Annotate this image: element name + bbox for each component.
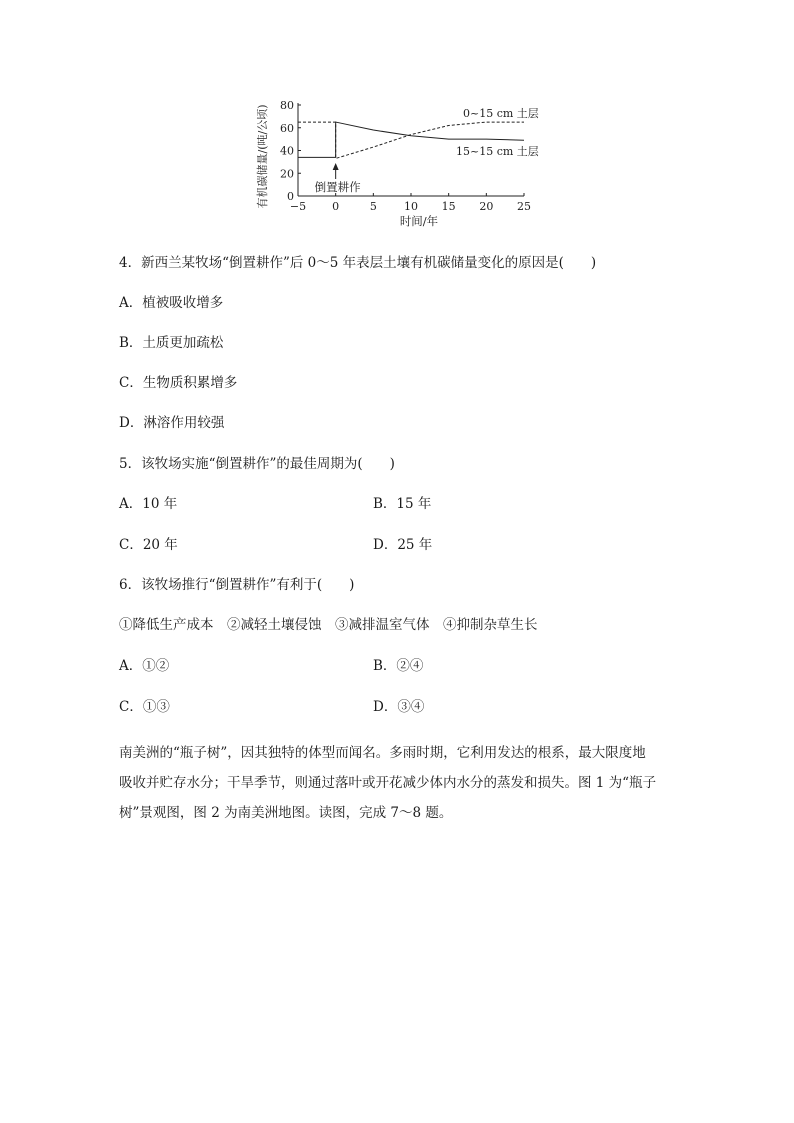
passage-line-2: 吸收并贮存水分；干旱季节，则通过落叶或开花减少体内水分的蒸发和损失。图 1 为“瓶子 bbox=[119, 775, 657, 791]
question-5-stem: 5．该牧场实施“倒置耕作”的最佳周期为( ) bbox=[119, 456, 395, 472]
series-label-2: 15~15 cm 土层 bbox=[456, 145, 539, 158]
x-tick-label: 25 bbox=[517, 200, 531, 213]
question-6-option-d: D．③④ bbox=[373, 699, 425, 715]
question-5-option-c: C．20 年 bbox=[119, 537, 178, 553]
question-6-items: ①降低生产成本 ②减轻土壤侵蚀 ③减排温室气体 ④抑制杂草生长 bbox=[119, 617, 538, 633]
y-tick-label: 20 bbox=[280, 167, 294, 181]
y-tick-label: 80 bbox=[280, 99, 294, 112]
question-6-stem: 6．该牧场推行“倒置耕作”有利于( ) bbox=[119, 577, 355, 593]
carbon-storage-chart bbox=[250, 95, 550, 235]
question-5-option-a: A．10 年 bbox=[119, 496, 178, 512]
passage bbox=[119, 738, 679, 828]
x-tick-label: 15 bbox=[441, 200, 456, 213]
annotation-arrow-head bbox=[333, 163, 339, 170]
question-6-option-a: A．①② bbox=[119, 658, 170, 674]
x-tick-label: 20 bbox=[479, 200, 494, 213]
y-axis-label: 有机碳储量/(吨/公顷) bbox=[256, 104, 269, 209]
x-tick-label: 10 bbox=[404, 200, 418, 213]
question-4-option-b: B．土质更加疏松 bbox=[119, 335, 224, 351]
question-4-option-d: D．淋溶作用较强 bbox=[119, 415, 225, 431]
y-tick-label: 40 bbox=[280, 144, 294, 158]
series-label-1: 0~15 cm 土层 bbox=[463, 107, 539, 120]
x-tick-label: 5 bbox=[369, 200, 377, 213]
x-tick-label: 0 bbox=[332, 200, 340, 213]
passage-line-3: 树”景观图，图 2 为南美洲地图。读图，完成 7～8 题。 bbox=[119, 805, 453, 821]
annotation-label: 倒置耕作 bbox=[314, 180, 361, 194]
passage-line-1: 南美洲的“瓶子树”，因其独特的体型而闻名。多雨时期，它利用发达的根系，最大限度地 bbox=[119, 745, 646, 761]
y-tick-label: 60 bbox=[280, 121, 294, 135]
question-4-option-c: C．生物质积累增多 bbox=[119, 375, 238, 391]
chart-svg bbox=[250, 95, 550, 235]
question-6-option-b: B．②④ bbox=[373, 658, 424, 674]
x-tick-label: −5 bbox=[289, 200, 307, 213]
question-5-option-d: D．25 年 bbox=[373, 537, 433, 553]
y-tick-label: 0 bbox=[287, 190, 294, 203]
x-axis-label: 时间/年 bbox=[399, 214, 439, 228]
question-5-option-b: B．15 年 bbox=[373, 496, 432, 512]
question-6-option-c: C．①③ bbox=[119, 699, 170, 715]
question-4-option-a: A．植被吸收增多 bbox=[119, 295, 224, 311]
question-4-stem: 4．新西兰某牧场“倒置耕作”后 0～5 年表层土壤有机碳储量变化的原因是( ) bbox=[119, 255, 597, 271]
